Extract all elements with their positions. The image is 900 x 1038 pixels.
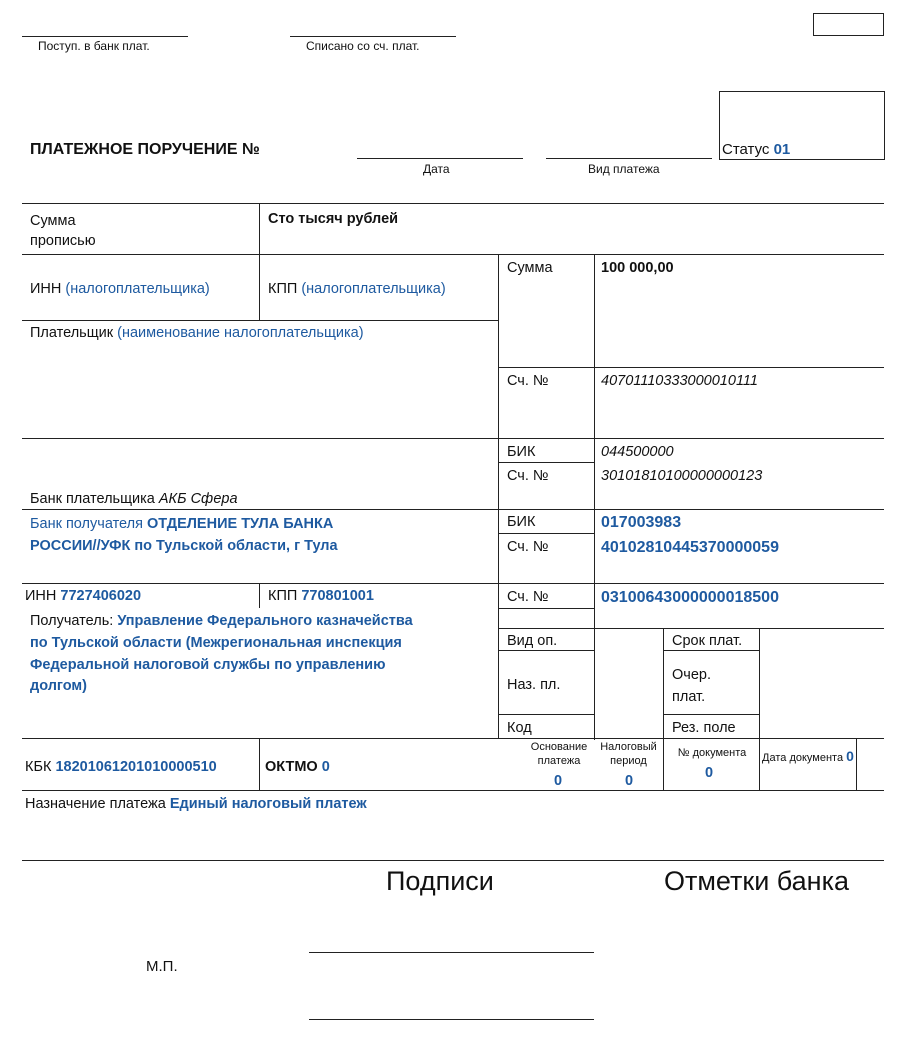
grid-line — [759, 628, 760, 738]
received-line — [22, 36, 188, 37]
recipient-corr-label: Сч. № — [507, 539, 549, 555]
payment-purpose: Назначение платежа Единый налоговый платеж — [25, 796, 367, 812]
recipient-kpp: КПП 770801001 — [268, 588, 374, 604]
payer-kpp: КПП (налогоплательщика) — [268, 281, 446, 297]
doc-number-value: 0 — [705, 765, 714, 781]
reserve-label: Рез. поле — [672, 720, 736, 736]
grid-line — [498, 367, 884, 368]
grid-line — [22, 254, 884, 255]
grid-line — [594, 254, 595, 367]
amount-words-label: Сумма прописью — [30, 213, 96, 250]
recipient-account-label: Сч. № — [507, 589, 549, 605]
date-label: Дата — [423, 162, 450, 176]
kbk: КБК 18201061201010000510 — [25, 759, 217, 775]
grid-line — [663, 628, 664, 738]
grid-line — [498, 714, 594, 715]
recipient-account-value: 03100643000000018500 — [601, 589, 779, 606]
grid-line — [22, 203, 884, 204]
grid-line — [498, 462, 594, 463]
period-label: Налоговый период — [600, 741, 657, 767]
payer-bik-label: БИК — [507, 444, 536, 460]
grid-line — [594, 367, 595, 740]
sum-value: 100 000,00 — [601, 260, 674, 276]
grid-line — [498, 254, 499, 738]
grid-line — [259, 254, 260, 320]
written-off-label: Списано со сч. плат. — [306, 39, 420, 53]
doc-number-label: № документа — [677, 747, 747, 759]
basis-value: 0 — [554, 773, 563, 789]
payer-corr-label: Сч. № — [507, 468, 549, 484]
signature-line-1 — [309, 952, 594, 953]
op-type-label: Вид оп. — [507, 633, 558, 649]
bank-marks-heading: Отметки банка — [664, 866, 850, 896]
recipient-bik-label: БИК — [507, 514, 536, 530]
form-code-box — [813, 13, 884, 36]
payment-type-line — [546, 158, 712, 159]
payment-type-label: Вид платежа — [588, 162, 660, 176]
basis-label: Основание платежа — [530, 741, 588, 767]
payer-account-value: 40701110333000010111 — [601, 373, 758, 389]
grid-line — [22, 320, 498, 321]
payer-bank: Банк плательщика АКБ Сфера — [30, 491, 238, 507]
sum-label: Сумма — [507, 260, 553, 276]
doc-date-label: Дата документа 0 — [762, 748, 854, 764]
status-label: Статус 01 — [722, 141, 791, 158]
grid-line — [856, 738, 857, 790]
grid-line — [498, 608, 594, 609]
grid-line — [22, 438, 884, 439]
recipient-corr-value: 40102810445370000059 — [601, 539, 779, 556]
grid-line — [22, 790, 884, 791]
written-off-line — [290, 36, 456, 37]
grid-line — [259, 203, 260, 254]
recipient-name: Получатель: Управление Федерального казначейства по Тульской области (Межрегиональная инспекция Федеральной налоговой службы по управлению долгом) — [30, 613, 413, 695]
grid-line — [259, 738, 260, 790]
due-date-label: Срок плат. — [672, 633, 743, 649]
status-value: 01 — [773, 141, 791, 158]
date-line — [357, 158, 523, 159]
code-label: Код — [507, 720, 532, 736]
recipient-bik-value: 017003983 — [601, 514, 682, 531]
order-label: Очер. плат. — [672, 667, 711, 705]
recipient-bank: Банк получателя ОТДЕЛЕНИЕ ТУЛА БАНКА РОССИИ//УФК по Тульской области, г Тула — [30, 516, 338, 554]
grid-line — [259, 583, 260, 608]
payer-bik-value: 044500000 — [601, 444, 674, 460]
recipient-inn: ИНН 7727406020 — [25, 588, 142, 604]
purpose-code-label: Наз. пл. — [507, 677, 561, 693]
grid-line — [663, 714, 759, 715]
grid-line — [22, 583, 884, 584]
amount-words-value: Сто тысяч рублей — [268, 211, 399, 227]
payer-corr-value: 30101810100000000123 — [601, 468, 763, 484]
signatures-heading: Подписи — [386, 866, 494, 896]
grid-line — [22, 738, 884, 739]
grid-line — [498, 628, 884, 629]
grid-line — [22, 860, 884, 861]
payer-name: Плательщик (наименование налогоплательщика) — [30, 325, 364, 341]
signature-line-2 — [309, 1019, 594, 1020]
oktmo: ОКТМО 0 — [265, 759, 330, 775]
stamp-label: М.П. — [146, 958, 178, 975]
grid-line — [22, 509, 884, 510]
grid-line — [663, 738, 664, 790]
payer-inn: ИНН (налогоплательщика) — [30, 281, 210, 297]
period-value: 0 — [625, 773, 634, 789]
received-label: Поступ. в банк плат. — [38, 39, 150, 53]
payer-account-label: Сч. № — [507, 373, 549, 389]
grid-line — [498, 533, 594, 534]
page-title: ПЛАТЕЖНОЕ ПОРУЧЕНИЕ № — [30, 141, 260, 158]
